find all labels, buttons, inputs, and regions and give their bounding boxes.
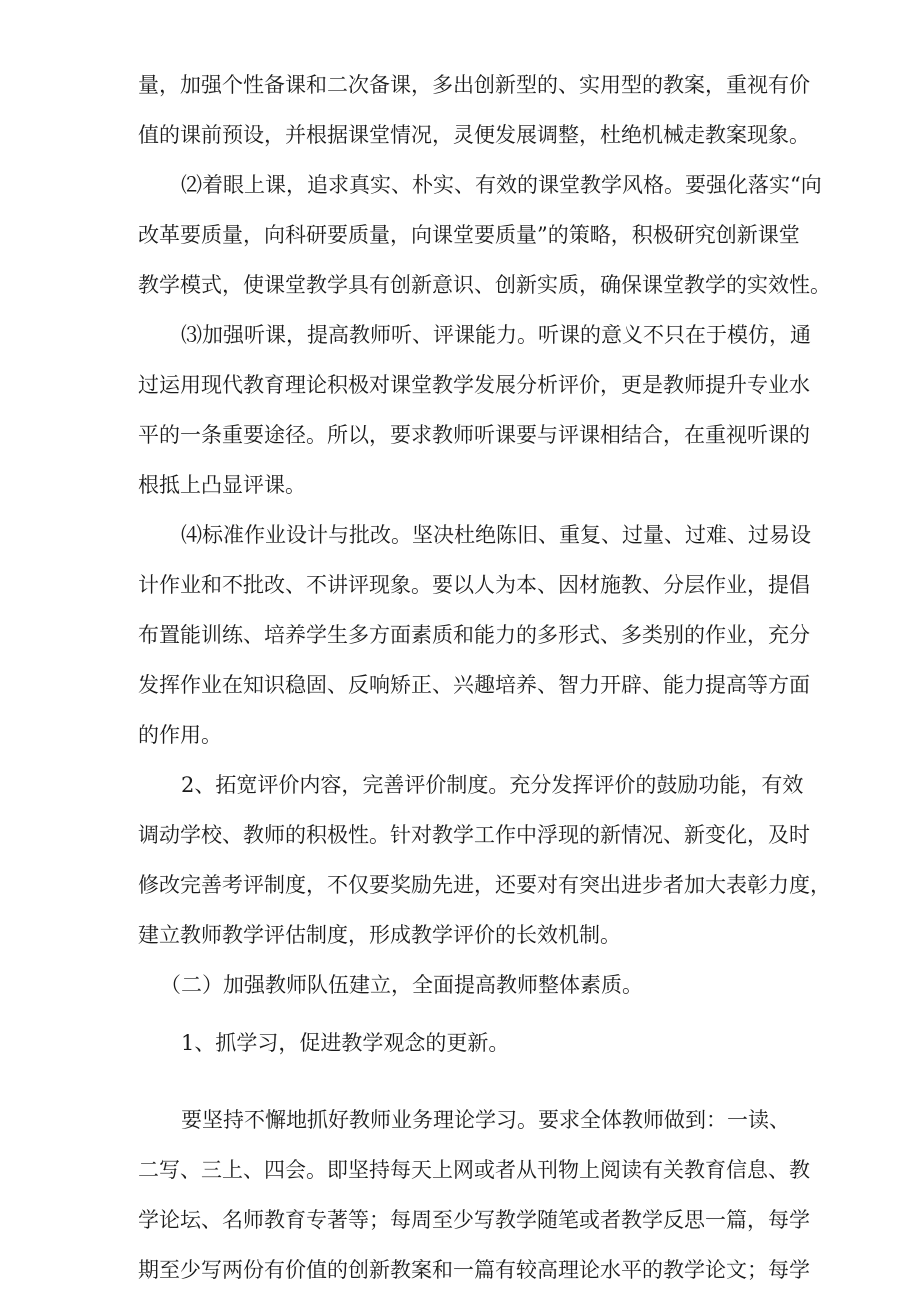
text-line-content: 量，加强个性备课和二次备课，多出创新型的、实用型的教案，重视有价	[138, 73, 810, 97]
text-line	[0, 218, 920, 252]
text-line-content: 修改完善考评制度，不仅要奖励先进，还要对有突出进步者加大表彰力度，	[138, 873, 831, 897]
text-line-content: 期至少写两份有价值的创新教案和一篇有较高理论水平的教学论文；每学	[138, 1258, 810, 1282]
text-line	[0, 1153, 920, 1187]
text-line-content: 二写、三上、四会。即坚持每天上网或者从刊物上阅读有关教育信息、教	[138, 1158, 810, 1182]
text-line-content: 1、抓学习，促进教学观念的更新。	[181, 1031, 510, 1055]
text-line-content: 计作业和不批改、不讲评现象。要以人为本、因材施教、分层作业，提倡	[138, 573, 810, 597]
text-line-content: ⑶加强听课，提高教师听、评课能力。听课的意义不只在于模仿，通	[181, 323, 811, 347]
text-line	[0, 868, 920, 902]
text-line-content: 值的课前预设，并根据课堂情况，灵便发展调整，杜绝机械走教案现象。	[138, 123, 810, 147]
text-line-content: 的作用。	[138, 723, 222, 747]
text-line-content: ⑵着眼上课，追求真实、朴实、有效的课堂教学风格。要强化落实“向	[181, 173, 822, 197]
text-line	[0, 618, 920, 652]
text-line	[0, 368, 920, 402]
text-line-content: ⑷标准作业设计与批改。坚决杜绝陈旧、重复、过量、过难、过易设	[181, 523, 811, 547]
text-line	[0, 168, 920, 202]
text-line-content: 改革要质量，向科研要质量，向课堂要质量”的策略，积极研究创新课堂	[138, 223, 800, 247]
text-line-content: 要坚持不懈地抓好教师业务理论学习。要求全体教师做到：一读、	[181, 1108, 790, 1132]
text-line	[0, 468, 920, 502]
text-line	[0, 1103, 920, 1137]
text-line	[0, 318, 920, 352]
text-line	[0, 818, 920, 852]
text-line-content: 调动学校、教师的积极性。针对教学工作中浮现的新情况、新变化，及时	[138, 823, 810, 847]
text-line	[0, 918, 920, 952]
text-line	[0, 1026, 920, 1060]
text-line	[0, 68, 920, 102]
text-line-content: 布置能训练、培养学生多方面素质和能力的多形式、多类别的作业，充分	[138, 623, 810, 647]
text-line-content: 学论坛、名师教育专著等；每周至少写教学随笔或者教学反思一篇，每学	[138, 1208, 810, 1232]
text-line	[0, 418, 920, 452]
text-line	[0, 518, 920, 552]
text-line	[0, 668, 920, 702]
text-line-content: 平的一条重要途径。所以，要求教师听课要与评课相结合，在重视听课的	[138, 423, 810, 447]
text-line	[0, 118, 920, 152]
text-line-content: 教学模式，使课堂教学具有创新意识、创新实质，确保课堂教学的实效性。	[138, 273, 831, 297]
text-line-content: 根抵上凸显评课。	[138, 473, 306, 497]
text-line	[0, 718, 920, 752]
text-line-content: 2、拓宽评价内容，完善评价制度。充分发挥评价的鼓励功能，有效	[181, 773, 804, 797]
text-line-content: 发挥作业在知识稳固、反响矫正、兴趣培养、智力开辟、能力提高等方面	[138, 673, 810, 697]
text-line	[0, 1253, 920, 1287]
text-line	[0, 768, 920, 802]
text-line-content: 建立教师教学评估制度，形成教学评价的长效机制。	[138, 923, 621, 947]
text-line	[0, 268, 920, 302]
text-line	[0, 968, 920, 1002]
text-line	[0, 568, 920, 602]
text-line-content: （二）加强教师队伍建立，全面提高教师整体素质。	[160, 973, 643, 997]
text-line-content: 过运用现代教育理论积极对课堂教学发展分析评价，更是教师提升专业水	[138, 373, 810, 397]
text-line	[0, 1203, 920, 1237]
